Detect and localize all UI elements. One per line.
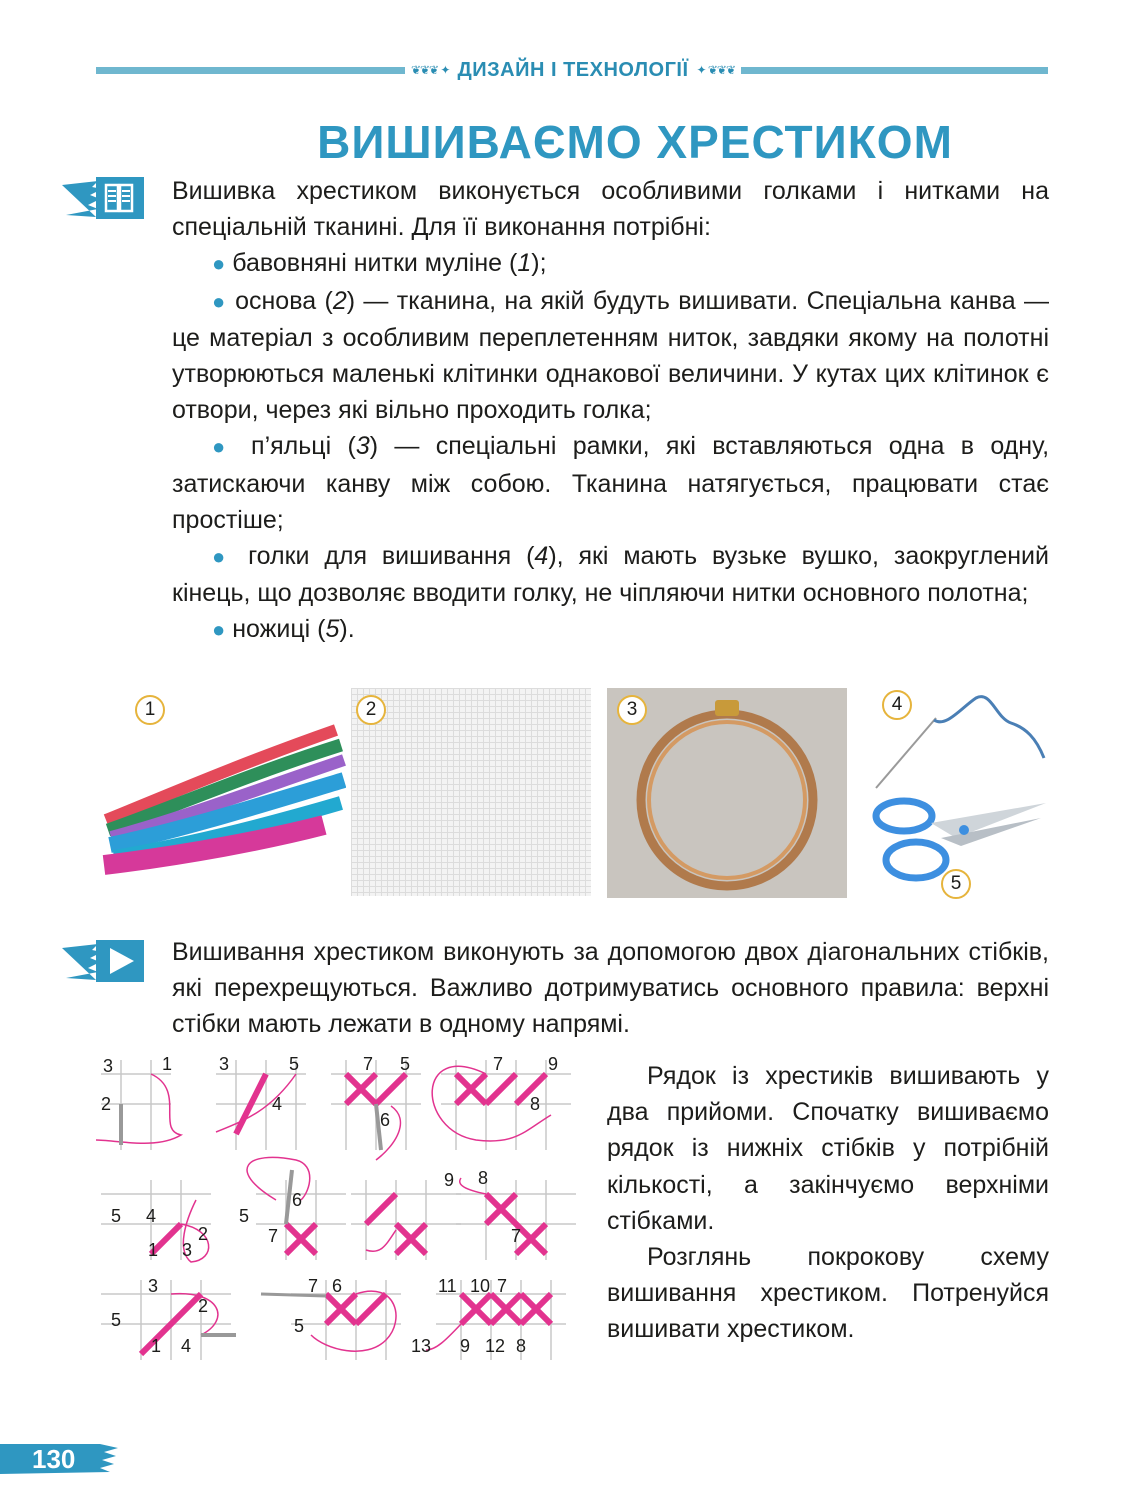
- stitch-diagrams: [96, 1050, 596, 1390]
- page-title: ВИШИВАЄМО ХРЕСТИКОМ: [317, 116, 953, 168]
- diagram-label: 3: [103, 1056, 114, 1076]
- bullet-icon: ●: [212, 617, 226, 643]
- diagram-label: 1: [162, 1054, 173, 1074]
- diagram-label: 2: [101, 1094, 112, 1114]
- side-text: [607, 1058, 1049, 1348]
- diagram-label: 12: [485, 1336, 506, 1356]
- diagram-label: 1: [151, 1336, 162, 1356]
- diagram-label: 9: [548, 1054, 559, 1074]
- bullet-icon: ●: [212, 288, 227, 314]
- bullet-icon: ●: [212, 251, 226, 277]
- diagram-label: 13: [411, 1336, 432, 1356]
- list-item-hoop: ● п’яльці (3) — спеціальні рамки, які вставляються одна в одну, затискаючи канву між собою. Тканина натягується, працювати стає простіше;: [172, 432, 1050, 534]
- diagram-label: 5: [111, 1310, 122, 1330]
- diagram-label: 5: [289, 1054, 300, 1074]
- diagram-label: 7: [308, 1276, 319, 1296]
- diagram-label: 10: [470, 1276, 491, 1296]
- diagram-label: 7: [511, 1226, 522, 1246]
- label-number-3: 3: [617, 695, 647, 725]
- ornament-left-icon: ❦❦❦ ✦: [410, 63, 450, 77]
- label-number-5: 5: [941, 869, 971, 899]
- diagram-label: 5: [111, 1206, 122, 1226]
- photo-threads: [96, 705, 346, 880]
- diagram-label: 3: [148, 1276, 159, 1296]
- bullet-icon: ●: [212, 434, 235, 460]
- page-number-badge: [0, 1444, 118, 1504]
- diagram-label: 8: [516, 1336, 527, 1356]
- diagram-label: 5: [400, 1054, 411, 1074]
- header-banner: [405, 58, 741, 82]
- section-title: ДИЗАЙН І ТЕХНОЛОГІЇ: [457, 58, 689, 81]
- list-item-threads: ● бавовняні нитки муліне (1);: [212, 249, 547, 278]
- diagram-label: 3: [219, 1054, 230, 1074]
- diagram-label: 4: [146, 1206, 157, 1226]
- diagram-label: 9: [460, 1336, 471, 1356]
- diagram-label: 6: [380, 1110, 391, 1130]
- photo-canvas: [351, 688, 591, 896]
- diagram-label: 2: [198, 1224, 209, 1244]
- diagram-label: 7: [493, 1054, 504, 1074]
- side-paragraph-2: Розглянь покрокову схему вишивання хрестиком. Потренуйся вишивати хрестиком.: [607, 1243, 1049, 1344]
- diagram-label: 4: [272, 1094, 283, 1114]
- intro-text: [172, 173, 1049, 649]
- intro-paragraph: Вишивка хрестиком виконується особливими голками і нитками на спеціальній тканині. Для її виконання потрібні:: [172, 177, 1049, 242]
- list-item-needles: ● голки для вишивання (4), які мають вузьке вушко, заокруглений кінець, що дозволяє вводити голку, не чіпляючи нитки основного полотна;: [172, 542, 1049, 608]
- label-number-1: 1: [135, 695, 165, 725]
- diagram-label: 7: [363, 1054, 374, 1074]
- book-icon: [62, 177, 144, 219]
- label-number-4: 4: [882, 690, 912, 720]
- play-icon: [62, 940, 144, 982]
- diagram-label: 5: [294, 1316, 305, 1336]
- diagram-label: 1: [148, 1240, 159, 1260]
- bullet-icon: ●: [212, 544, 234, 570]
- list-item-base: ● основа (2) — тканина, на якій будуть вишивати. Спеціальна канва — це матеріал з особливим переплетенням ниток, завдяки якому на полотні утворюються маленькі клітинки однакової величини. У кутах цих клітинок є отвори, через які вільно проходить голка;: [172, 286, 1049, 425]
- ornament-right-icon: ✦ ❦❦❦: [696, 63, 736, 77]
- diagram-label: 8: [478, 1168, 489, 1188]
- diagram-label: 5: [239, 1206, 250, 1226]
- diagram-label: 7: [497, 1276, 508, 1296]
- diagram-label: 4: [181, 1336, 192, 1356]
- side-paragraph-1: Рядок із хрестиків вишивають у два прийоми. Спочатку вишиваємо рядок із нижніх стібків у потрібній кількості, а закінчуємо верхніми стібками.: [607, 1062, 1049, 1235]
- diagram-label: 6: [292, 1190, 303, 1210]
- diagram-label: 2: [198, 1296, 209, 1316]
- diagram-label: 6: [332, 1276, 343, 1296]
- diagram-label: 7: [268, 1226, 279, 1246]
- diagram-label: 3: [182, 1240, 193, 1260]
- page-number: 130: [32, 1444, 76, 1474]
- diagram-label: 8: [530, 1094, 541, 1114]
- technique-paragraph: Вишивання хрестиком виконують за допомогою двох діагональних стібків, які перехрещуються. Важливо дотримуватись основного правила: верхні стібки мають лежати в одному напрямі.: [172, 938, 1049, 1039]
- list-item-scissors: ● ножиці (5).: [212, 615, 355, 644]
- diagram-label: 9: [444, 1170, 455, 1190]
- diagram-label: 11: [438, 1276, 457, 1296]
- technique-text: [172, 934, 1049, 1043]
- label-number-2: 2: [356, 695, 386, 725]
